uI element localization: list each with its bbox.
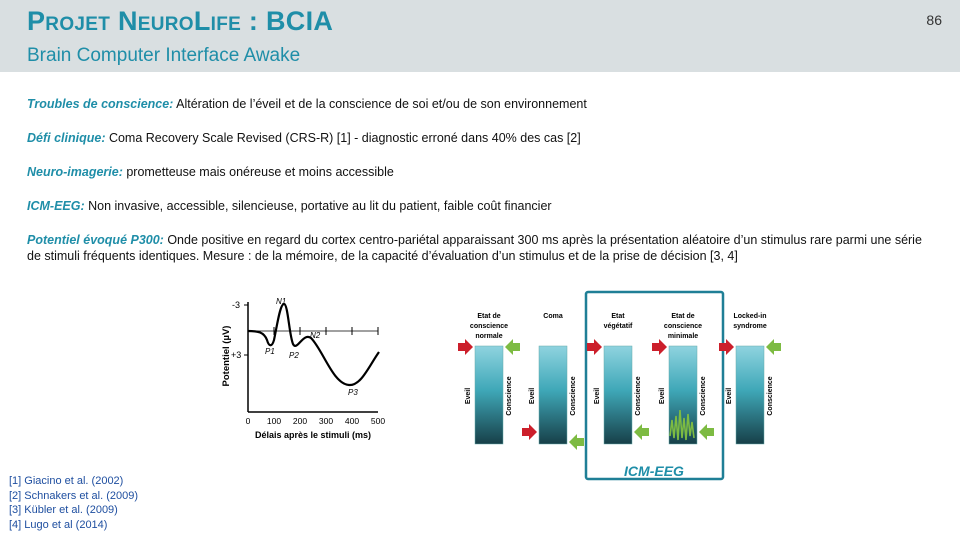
x-tick-label: 200	[292, 416, 308, 426]
bullet-text: Coma Recovery Scale Revised (CRS-R) [1] - diagnostic erroné dans 40% des cas [2]	[105, 131, 581, 145]
eveil-label: Eveil	[529, 387, 536, 405]
state-label-vegetatif: Etat végétatif	[603, 313, 633, 330]
slide-header	[0, 0, 960, 72]
conscience-label: Conscience	[570, 376, 577, 416]
eveil-label: Eveil	[594, 387, 601, 405]
x-tick-label: 400	[344, 416, 360, 426]
y-tick-label: +3	[231, 350, 242, 360]
bar-coma	[539, 346, 567, 444]
red-arrow-icon	[458, 339, 473, 355]
x-tick-label: 100	[266, 416, 282, 426]
erp-waveform-figure	[215, 294, 395, 446]
green-arrow-icon	[505, 339, 520, 355]
consciousness-states-diagram	[455, 288, 785, 484]
bullet-text: prometteuse mais onéreuse et moins accessible	[122, 165, 394, 179]
conscience-label: Conscience	[767, 376, 774, 416]
state-bars	[475, 346, 764, 444]
slide-subtitle: Brain Computer Interface Awake	[27, 45, 301, 66]
x-tick-label: 500	[370, 416, 386, 426]
peak-label-p1: P1	[265, 347, 275, 356]
conscience-label: Conscience	[700, 376, 707, 416]
peak-label-n2: N2	[310, 331, 321, 340]
bullet-term: Potentiel évoqué P300:	[27, 233, 164, 247]
red-arrow-icon	[587, 339, 602, 355]
state-label-locked-in: Locked-in syndrome	[733, 313, 767, 330]
references	[9, 474, 138, 532]
bullet-list	[27, 96, 937, 282]
page-number: 86	[926, 12, 942, 28]
x-tick-label: 300	[318, 416, 334, 426]
y-axis-label: Potentiel (µV)	[221, 325, 232, 387]
reference-item: [4] Lugo et al (2014)	[9, 518, 108, 531]
state-label-normal: Etat de conscience normale	[469, 313, 509, 340]
bullet-term: Défi clinique:	[27, 131, 106, 145]
bullet-defi	[27, 130, 937, 146]
peak-label-n1: N1	[276, 297, 287, 306]
reference-item: [2] Schnakers et al. (2009)	[9, 489, 139, 502]
bar-vegetatif	[604, 346, 632, 444]
state-label-minimale: Etat de conscience minimale	[663, 313, 703, 340]
eveil-label: Eveil	[659, 387, 666, 405]
bullet-term: Neuro-imagerie:	[27, 165, 123, 179]
bullet-text: Non invasive, accessible, silencieuse, portative au lit du patient, faible coût financier	[84, 199, 552, 213]
bar-normal	[475, 346, 503, 444]
erp-waveform	[248, 304, 379, 385]
state-label-coma: Coma	[543, 313, 563, 320]
bullet-term: ICM-EEG:	[27, 199, 85, 213]
eveil-label: Eveil	[465, 387, 472, 405]
bullet-troubles	[27, 96, 937, 112]
y-tick-label: -3	[232, 300, 241, 310]
conscience-label: Conscience	[506, 376, 513, 416]
bullet-term: Troubles de conscience:	[27, 97, 174, 111]
peak-label-p3: P3	[348, 388, 358, 397]
bullet-neuro	[27, 164, 937, 180]
red-arrow-icon	[719, 339, 734, 355]
red-arrow-icon	[522, 424, 537, 440]
green-arrow-icon	[569, 434, 584, 450]
slide-title: Projet NeuroLife : BCIA	[27, 6, 334, 36]
bullet-text: Onde positive en regard du cortex centro-pariétal apparaissant 300 ms après la présentation aléatoire d’un stimulus rare parmi une série de stimuli fréquents identiques. Mesure : de la mémoire, de la capacité d’évaluation d’un stimulus et de la prise de décision [3, 4]	[27, 233, 922, 263]
bullet-text: Altération de l’éveil et de la conscience de soi et/ou de son environnement	[173, 97, 587, 111]
green-arrow-icon	[634, 424, 649, 440]
bullet-p300	[27, 232, 937, 264]
conscience-label: Conscience	[635, 376, 642, 416]
x-tick-label: 0	[245, 416, 251, 426]
x-axis-label: Délais après le stimuli (ms)	[254, 430, 372, 440]
green-arrow-icon	[699, 424, 714, 440]
reference-item: [3] Kübler et al. (2009)	[9, 504, 118, 516]
eveil-label: Eveil	[726, 387, 733, 405]
peak-label-p2: P2	[289, 351, 299, 360]
green-arrow-icon	[766, 339, 781, 355]
reference-item: [1] Giacino et al. (2002)	[9, 475, 124, 487]
icm-eeg-label: ICM-EEG	[624, 463, 684, 479]
bullet-icm	[27, 198, 937, 214]
bar-locked-in	[736, 346, 764, 444]
red-arrow-icon	[652, 339, 667, 355]
